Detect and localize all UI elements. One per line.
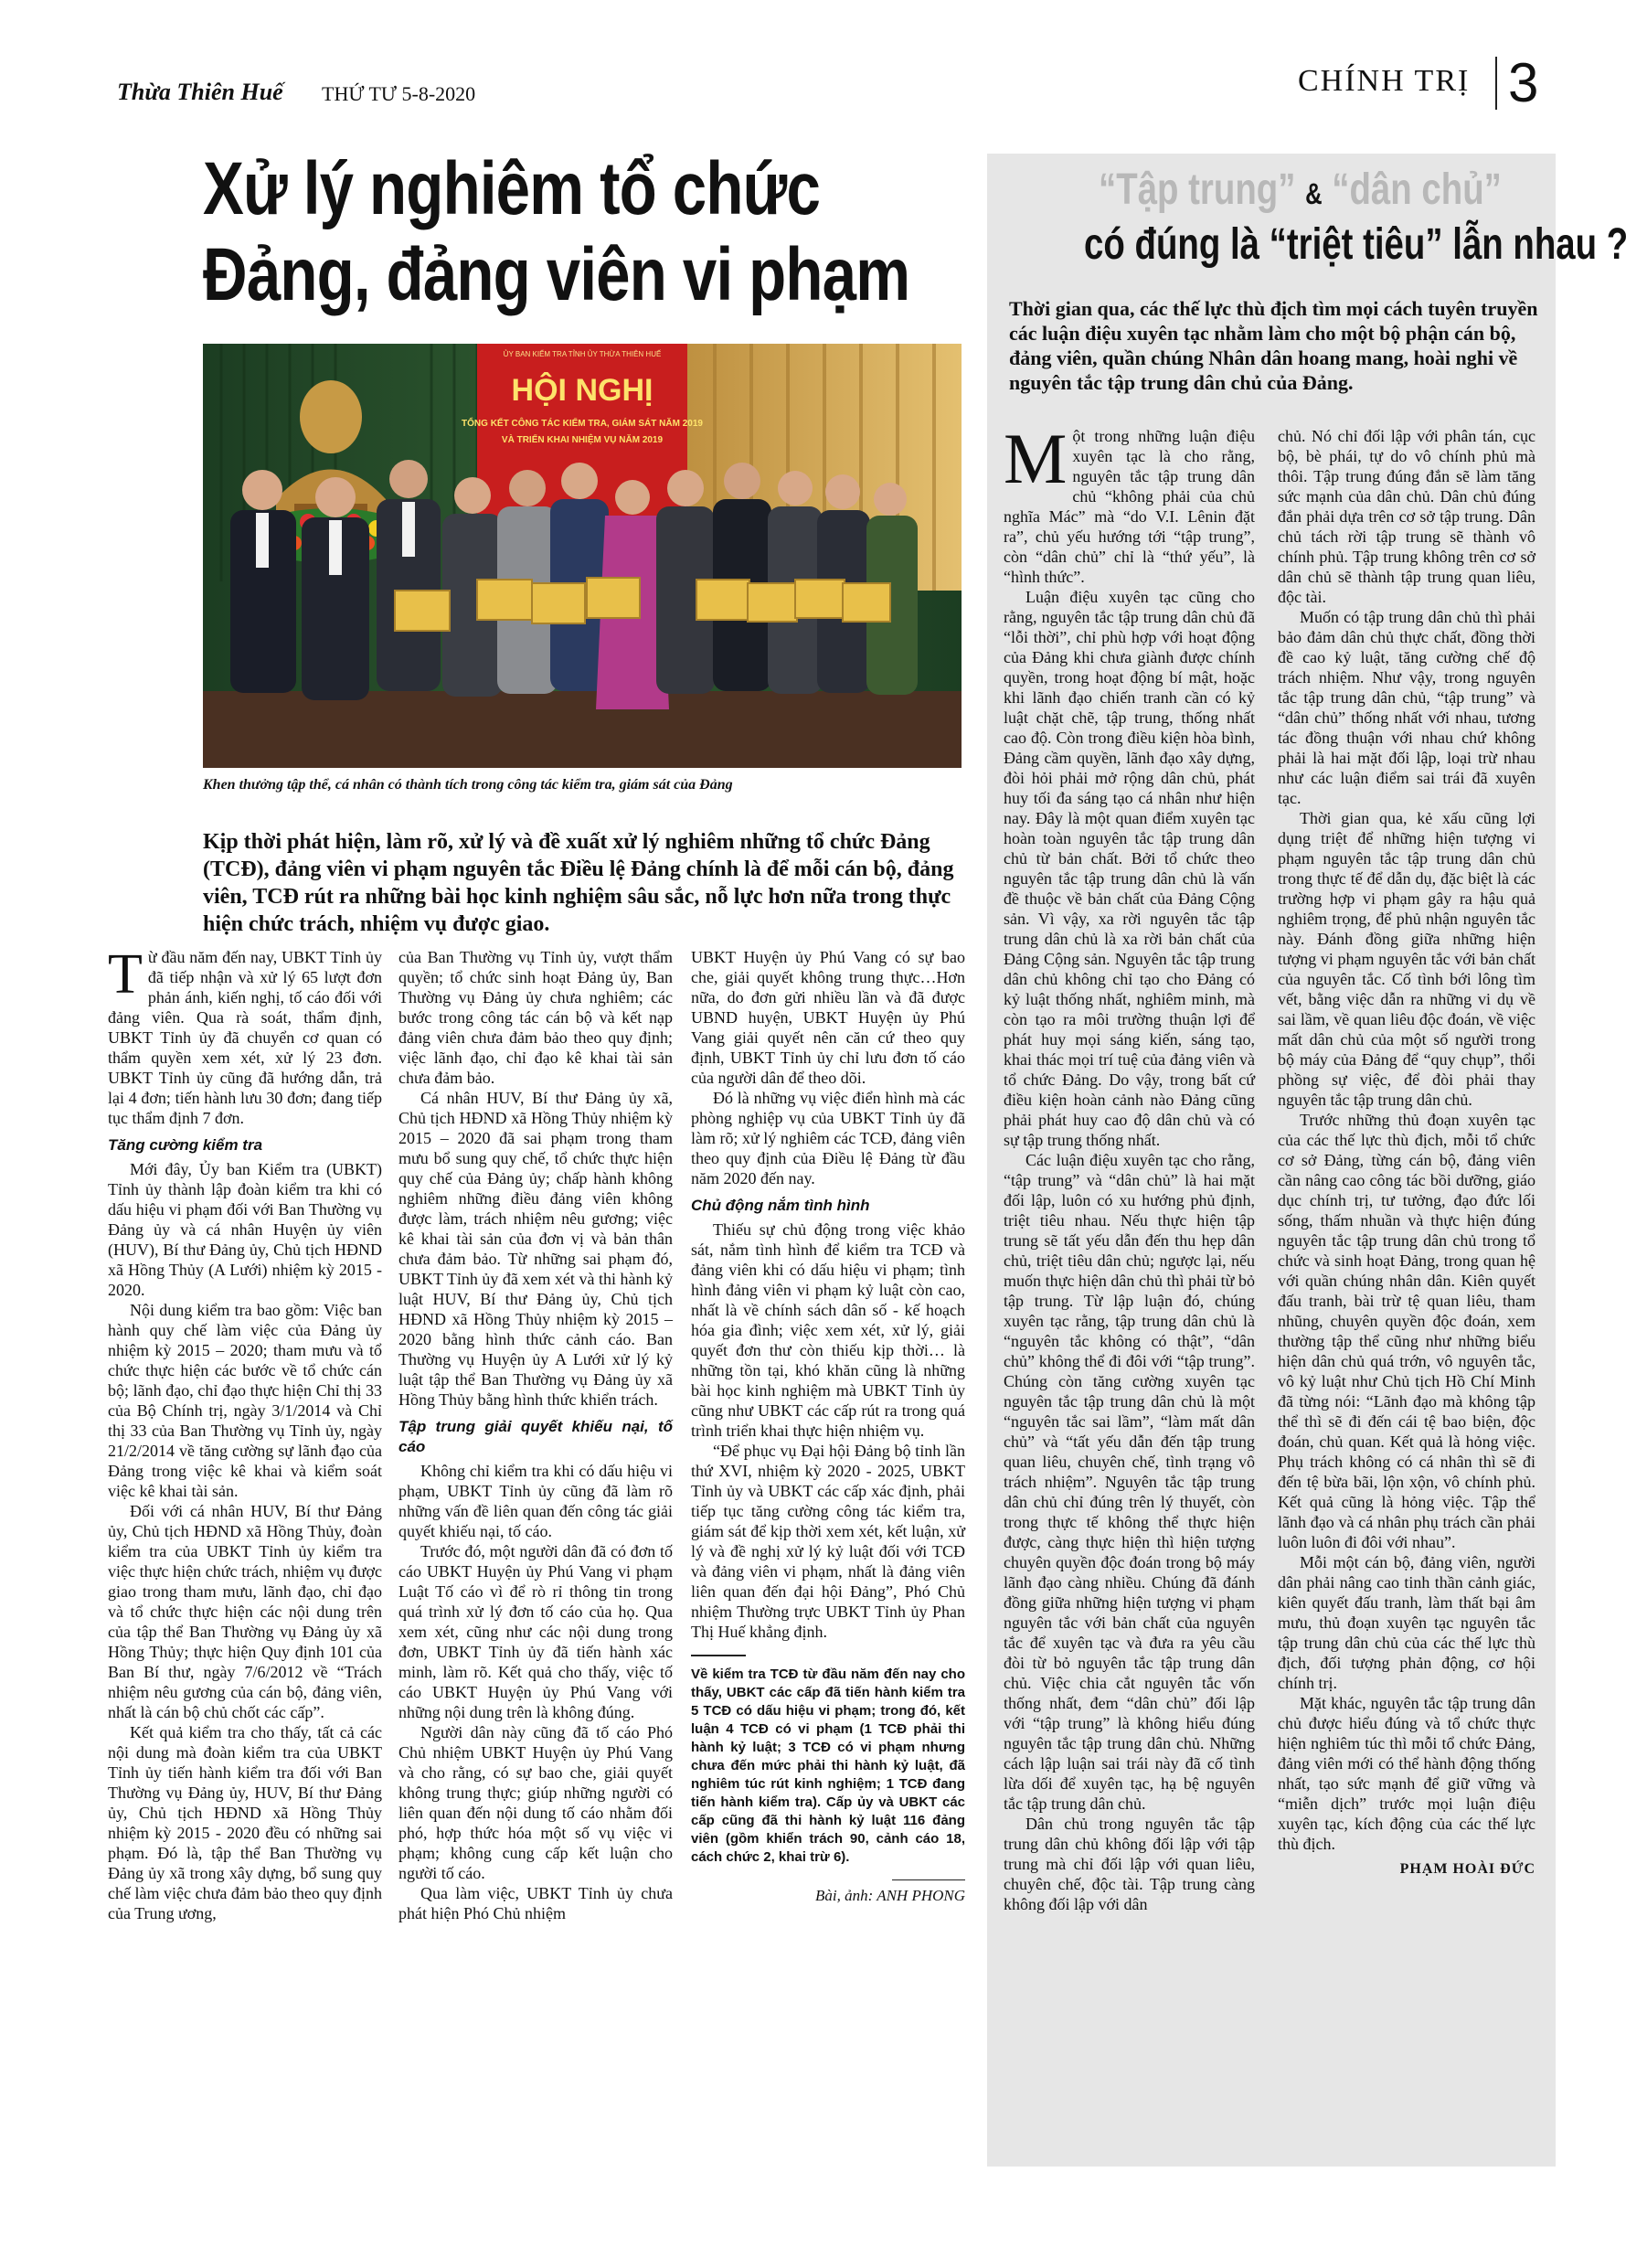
- main-lede: Kịp thời phát hiện, làm rõ, xử lý và đề xuất xử lý nghiêm những tổ chức Đảng (TCĐ), đảng viên vi phạm nguyên tắc Điều lệ Đảng chính là để mỗi cán bộ, đảng viên, TCĐ rút ra những bài học kinh nghiệm sâu sắc, nỗ lực hơn nữa trong thực hiện chức trách, nhiệm vụ được giao.: [203, 830, 954, 936]
- paragraph: ừ đầu năm đến nay, UBKT Tỉnh ủy đã tiếp nhận và xử lý 65 lượt đơn phản ánh, kiến nghị, tố cáo đối với đảng viên. Qua rà soát, thẩm định, UBKT Tỉnh ủy đã chuyển cơ quan có thẩm quyền xem xét, xử lý 23 đơn. UBKT Tỉnh ủy cũng đã hướng dẫn, trả lại 4 đơn; tiến hành lưu 30 đơn; đang tiếp tục thẩm định 7 đơn.: [108, 948, 382, 1127]
- paragraph: Không chỉ kiểm tra khi có dấu hiệu vi phạm, UBKT Tỉnh ủy cũng đã làm rõ những vấn đề liên quan đến công tác giải quyết khiếu nại, tố cáo.: [398, 1462, 673, 1540]
- main-column-1: [108, 943, 382, 1923]
- headline-line-2: Đảng, đảng viên vi phạm: [203, 233, 910, 316]
- section-name: CHÍNH TRỊ: [1298, 64, 1471, 98]
- paragraph: Trước đó, một người dân đã có đơn tố cáo UBKT Huyện ủy Phú Vang vi phạm Luật Tố cáo vì để rò rỉ thông tin trong quá trình xử lý đơn tố cáo của họ. Qua xem xét, cũng như các nội dung trong đơn, UBKT Tỉnh ủy đã tiến hành xác minh, làm rõ. Kết quả cho thấy, việc tố cáo UBKT Huyện ủy Phú Vang với những nội dung trên là không đúng.: [398, 1542, 673, 1721]
- main-column-3: [691, 947, 965, 1906]
- page-number: 3: [1508, 52, 1539, 113]
- banner-organization: ỦY BAN KIỂM TRA TỈNH ỦY THỪA THIÊN HUẾ: [503, 350, 662, 358]
- paragraph: Kết quả kiểm tra cho thấy, tất cả các nội dung mà đoàn kiểm tra của UBKT Tỉnh ủy tiến hành kiểm tra đối với Ban Thường vụ Đảng ủy, HUV, Bí thư Đảng ủy, Chủ tịch HĐND xã Hồng Thủy nhiệm kỳ 2015 - 2020 đều có những sai phạm. Đó là, tập thể Ban Thường vụ Đảng ủy xã trong xây dựng, bổ sung quy chế làm việc chưa đảm bảo theo quy định của Trung ương,: [108, 1723, 382, 1922]
- paragraph: Thời gian qua, kẻ xấu cũng lợi dụng triệt để những hiện tượng vi phạm nguyên tắc tập trung dân chủ trong thực tế để dẫn dụ, đặc biệt là các trường hợp vi phạm gây ra hậu quả nghiêm trọng, để phủ nhận nguyên tắc này. Đánh đồng giữa những hiện tượng vi phạm nguyên tắc với bản chất của nguyên tắc. Cố tình bới lông tìm vết, bằng việc dẫn ra những vi dụ về sai lầm, về quan liêu độc đoán, về việc mất dân chủ của một số người trong bộ máy của Đảng để “quy chụp”, thổi phồng sự việc, để đòi phải thay nguyên tắc tập trung dân chủ.: [1278, 809, 1535, 1109]
- sidebar-lede: Thời gian qua, các thế lực thù địch tìm mọi cách tuyên truyền các luận điệu xuyên tạc nhằm làm cho một bộ phận cán bộ, đảng viên, quần chúng Nhân dân hoang mang, hoài nghi về nguyên tắc tập trung dân chủ của Đảng.: [1009, 297, 1538, 394]
- paragraph: ột trong những luận điệu xuyên tạc là cho rằng, nguyên tắc tập trung dân chủ “không phải của chủ nghĩa Mác” mà “do V.I. Lênin đặt ra”, chủ yếu hướng tới “tập trung”, còn “dân chủ” chỉ là “thứ yếu”, là “hình thức”.: [1004, 427, 1255, 586]
- sidebar-title-line-1: [1099, 165, 1502, 215]
- subheading: Tăng cường kiểm tra: [108, 1136, 263, 1154]
- banner-title: HỘI NGHỊ: [511, 373, 653, 408]
- paragraph: Muốn có tập trung dân chủ thì phải bảo đảm dân chủ thực chất, đồng thời đề cao kỷ luật, tăng cường chế độ trách nhiệm. Như vậy, trong nguyên tắc tập trung dân chủ, “tập trung” và “dân chủ” thống nhất với nhau, tương tác đồng thuận với nhau chứ không phải là hai mặt đối lập, loại trừ nhau như các luận điểm sai trái đã xuyên tạc.: [1278, 608, 1535, 807]
- banner-subtitle-1: TỔNG KẾT CÔNG TÁC KIỂM TRA, GIÁM SÁT NĂM 2019: [462, 419, 703, 429]
- newspaper-name: Thừa Thiên Huế: [117, 79, 283, 105]
- banner-subtitle-2: VÀ TRIỂN KHAI NHIỆM VỤ NĂM 2019: [501, 435, 664, 445]
- paragraph: chủ. Nó chỉ đối lập với phân tán, cục bộ, bè phái, tự do vô chính phủ mà thôi. Tập trung đúng đắn sẽ làm tăng sức mạnh của dân chủ. Dân chủ đúng đắn phải dựa trên cơ sở tập trung. Dân chủ tách rời tập trung sẽ thành vô chính phủ. Tập trung không trên cơ sở dân chủ sẽ thành tập trung quan liêu, độc tài.: [1278, 427, 1535, 606]
- sidebar-title-line-2: có đúng là “triệt tiêu” lẫn nhau ?: [1084, 220, 1629, 269]
- paragraph: Đó là những vụ việc điển hình mà các phòng nghiệp vụ của UBKT Tỉnh ủy đã làm rõ; xử lý nghiêm các TCĐ, đảng viên theo quy định của Điều lệ Đảng từ đầu năm 2020 đến nay.: [691, 1089, 965, 1187]
- issue-date: THỨ TƯ 5-8-2020: [322, 82, 476, 105]
- statistics-box: Về kiểm tra TCĐ từ đầu năm đến nay cho thấy, UBKT các cấp đã tiến hành kiểm tra 5 TCĐ có dấu hiệu vi phạm; trong đó, kết luận 4 TCĐ có vi phạm (1 TCĐ phải thi hành kỷ luật; 3 TCĐ có vi phạm nhưng chưa đến mức phải thi hành kỷ luật, đã nghiêm túc rút kinh nghiệm; 1 TCĐ đang tiến hành kiểm tra). Cấp ủy và UBKT các cấp cũng đã thi hành kỷ luật 116 đảng viên (gồm khiển trách 90, cảnh cáo 18, cách chức 2, khai trừ 6).: [691, 1666, 965, 1865]
- paragraph: Người dân này cũng đã tố cáo Phó Chủ nhiệm UBKT Huyện ủy Phú Vang và cho rằng, có sự bao che, giải quyết không trung thực; giúp những người có liên quan đến nội dung tố cáo nhằm đối phó, hợp thức hóa một số vụ việc vi phạm; không cung cấp kết luận cho người tố cáo.: [398, 1723, 673, 1882]
- paragraph: Mới đây, Ủy ban Kiểm tra (UBKT) Tỉnh ủy thành lập đoàn kiểm tra khi có dấu hiệu vi phạm đối với Ban Thường vụ Đảng ủy và cá nhân Huyện ủy viên (HUV), Bí thư Đảng ủy, Chủ tịch HĐND xã Hồng Thủy (A Lưới) nhiệm kỳ 2015 - 2020.: [108, 1160, 382, 1299]
- paragraph: Mỗi một cán bộ, đảng viên, người dân phải nâng cao tinh thần cảnh giác, kiên quyết đấu tranh, làm thất bại âm mưu, thủ đoạn xuyên tạc nguyên tắc tập trung dân chủ của các thế lực thù địch, đối tượng phản động, cơ hội chính trị.: [1278, 1553, 1535, 1692]
- paragraph: Mặt khác, nguyên tắc tập trung dân chủ được hiểu đúng và tổ chức thực hiện nghiêm túc thì mỗi tổ chức Đảng, đảng viên mới có thể hành động thống nhất, tạo sức mạnh để giữ vững và “miễn dịch” trước mọi luận điệu xuyên tạc, kích động của các thế lực thù địch.: [1278, 1694, 1535, 1853]
- dropcap: M: [1004, 419, 1068, 498]
- title-ampersand: &: [1305, 177, 1323, 210]
- paragraph: UBKT Huyện ủy Phú Vang có sự bao che, giải quyết không trung thực…Hơn nữa, do đơn gửi nhiều lần và đã được UBND huyện, UBKT Huyện ủy Phú Vang giải quyết nên căn cứ theo quy định, UBKT Tỉnh ủy chỉ lưu đơn tố cáo của người dân để theo dõi.: [691, 948, 965, 1087]
- title-quote-2: “dân chủ”: [1332, 165, 1502, 214]
- box-divider: [691, 1655, 746, 1656]
- title-quote-1: “Tập trung”: [1099, 165, 1296, 214]
- photo-caption: Khen thưởng tập thể, cá nhân có thành tích trong công tác kiểm tra, giám sát của Đảng: [203, 777, 733, 793]
- paragraph: Luận điệu xuyên tạc cũng cho rằng, nguyên tắc tập trung dân chủ đã “lỗi thời”, chỉ phù hợp với hoạt động của Đảng khi chưa giành được chính quyền, trong hoạt động bí mật, hoặc khi lãnh đạo chiến tranh cần có kỷ luật chặt chẽ, tập trung, thống nhất cao độ. Còn trong điều kiện hòa bình, Đảng cầm quyền, lãnh đạo xây dựng, đòi hỏi phải mở rộng dân chủ, phát huy tối đa sáng tạo cá nhân như hiện nay. Đây là một quan điểm xuyên tạc hoàn toàn nguyên tắc tập trung dân chủ từ bản chất. Bởi tổ chức theo nguyên tắc tập trung dân chủ là vấn đề thuộc về bản chất của Đảng Cộng sản. Vì vậy, xa rời nguyên tắc tập trung dân chủ là xa rời bản chất của Đảng Cộng sản. Nguyên tắc tập trung dân chủ không chỉ tạo cho Đảng có kỷ luật thống nhất, nghiêm minh, mà còn tạo ra môi trường thuận lợi để phát huy mọi sáng kiến, sáng tạo, khai thác mọi trí tuệ của đảng viên và tổ chức Đảng. Do vậy, trong bất cứ điều kiện hoàn cảnh nào Đảng cũng phải phát huy cao độ dân chủ và có sự tập trung thống nhất.: [1004, 588, 1255, 1149]
- paragraph: Thiếu sự chủ động trong việc khảo sát, nắm tình hình để kiểm tra TCĐ và đảng viên khi có dấu hiệu vi phạm; tình hình đảng viên vi phạm kỷ luật còn cao, nhất là về chính sách dân số - kế hoạch hóa gia đình; việc xem xét, xử lý, giải quyết đơn thư còn thiếu kịp thời… là những tồn tại, khó khăn cũng là những bài học kinh nghiệm mà UBKT Tỉnh ủy cũng như UBKT các cấp rút ra trong quá trình triển khai thực hiện nhiệm vụ.: [691, 1220, 965, 1440]
- paragraph: Đối với cá nhân HUV, Bí thư Đảng ủy, Chủ tịch HĐND xã Hồng Thủy, đoàn kiểm tra của UBKT Tỉnh ủy kiểm tra việc thực hiện chức trách, nhiệm vụ được giao trong tham mưu, lãnh đạo, chỉ đạo và tổ chức thực hiện các nội dung trên của tập thể Ban Thường vụ Đảng ủy xã Hồng Thủy; thực hiện Quy định 101 của Ban Bí thư, ngày 7/6/2012 về “Trách nhiệm nêu gương của cán bộ, đảng viên, nhất là cán bộ chủ chốt các cấp”.: [108, 1502, 382, 1721]
- paragraph: Qua làm việc, UBKT Tỉnh ủy chưa phát hiện Phó Chủ nhiệm: [398, 1884, 673, 1922]
- header-divider: [1495, 57, 1497, 110]
- byline: Bài, ảnh: ANH PHONG: [814, 1887, 965, 1904]
- paragraph: “Để phục vụ Đại hội Đảng bộ tỉnh lần thứ XVI, nhiệm kỳ 2020 - 2025, UBKT Tỉnh ủy và UBKT các cấp xác định, phải tiếp tục tăng cường công tác kiểm tra, giám sát để kịp thời xem xét, kết luận, xử lý và đề nghị xử lý kỷ luật đối với TCĐ và đảng viên vi phạm, nhất là đảng viên liên quan đến đại hội Đảng”, Phó Chủ nhiệm Thường trực UBKT Tỉnh ủy Phan Thị Huế khẳng định.: [691, 1442, 965, 1641]
- article-photo: [203, 344, 962, 768]
- paragraph: Cá nhân HUV, Bí thư Đảng ủy xã, Chủ tịch HĐND xã Hồng Thủy nhiệm kỳ 2015 – 2020 đã sai phạm trong tham mưu bổ sung quy chế, tổ chức thực hiện quy chế của Đảng ủy; chấp hành không nghiêm những điều đảng viên không được làm, trách nhiệm nêu gương; việc kê khai tài sản của đơn vị và bản thân chưa đảm bảo. Từ những sai phạm đó, UBKT Tỉnh ủy đã xem xét và thi hành kỷ luật HUV, Bí thư Đảng ủy, Chủ tịch HĐND xã Hồng Thủy nhiệm kỳ 2015 – 2020 bằng hình thức cảnh cáo. Ban Thường vụ Huyện ủy A Lưới xử lý kỷ luật tập thể Ban Thường vụ Đảng ủy xã Hồng Thủy bằng hình thức khiển trách.: [398, 1089, 673, 1409]
- headline-line-1: Xử lý nghiêm tổ chức: [203, 147, 821, 230]
- subheading: Chủ động nắm tình hình: [691, 1197, 870, 1214]
- sidebar-column-1: [1004, 419, 1255, 1914]
- main-column-2: [398, 947, 673, 1923]
- paragraph: của Ban Thường vụ Tỉnh ủy, vượt thẩm quyền; tổ chức sinh hoạt Đảng ủy, Ban Thường vụ Đảng ủy chưa nghiêm; các bước trong công tác cán bộ và kết nạp đảng viên chưa đảm bảo theo quy định; việc lãnh đạo, chỉ đạo kê khai tài sản chưa đảm bảo.: [398, 948, 673, 1087]
- dropcap: T: [108, 943, 143, 1006]
- paragraph: Dân chủ trong nguyên tắc tập trung dân chủ không đối lập với tập trung mà chỉ đối lập với quan liêu, chuyên chế, độc tài. Tập trung càng không đối lập với dân: [1004, 1815, 1255, 1913]
- credit-divider: [892, 1879, 965, 1880]
- paragraph: Trước những thủ đoạn xuyên tạc của các thế lực thù địch, mỗi tổ chức cơ sở Đảng, từng cán bộ, đảng viên cần nâng cao công tác bồi dưỡng, giáo dục chính trị, tư tưởng, đạo đức lối sống, thấm nhuần và thực hiện đúng nguyên tắc tập trung dân chủ trong tổ chức và sinh hoạt Đảng, trong quan hệ với quần chúng nhân dân. Kiên quyết đấu tranh, bài trừ tệ quan liêu, tham nhũng, chuyên quyền độc đoán, xem thường tập thể cũng như những biểu hiện dân chủ quá trớn, vô nguyên tắc, vô kỷ luật như Chủ tịch Hồ Chí Minh đã từng nói: “Lãnh đạo mà không tập thể thì sẽ đi đến cái tệ bao biện, độc đoán, chủ quan. Kết quả là hỏng việc. Phụ trách không có cá nhân thì sẽ đi đến tệ bừa bãi, lộn xộn, vô chính phủ. Kết quả cũng là hỏng việc. Tập thể lãnh đạo và cá nhân phụ trách cần phải luôn luôn đi đôi với nhau”.: [1278, 1111, 1535, 1551]
- subheading: Tập trung giải quyết khiếu nại, tố cáo: [398, 1418, 673, 1455]
- main-headline: [203, 146, 910, 318]
- paragraph: Các luận điệu xuyên tạc cho rằng, “tập trung” và “dân chủ” là hai mặt đối lập, luôn có xu hướng phủ định, triệt tiêu nhau. Nếu thực hiện tập trung sẽ tất yếu dẫn đến thu hẹp dân chủ, triệt tiêu dân chủ; ngược lại, nếu muốn thực hiện dân chủ thì phải từ bỏ tập trung. Từ lập luận đó, chúng xuyên tạc rằng, tập trung dân chủ là “nguyên tắc không có thật”, “dân chủ” không thể đi đôi với “tập trung”. Chúng còn tăng cường xuyên tạc nguyên tắc tập trung dân chủ là một “nguyên tắc sai lầm”, “làm mất dân chủ” và “tất yếu dẫn đến tập trung quan liêu, chuyên chế, tình trạng vô trách nhiệm”. Nguyên tắc tập trung dân chủ chỉ đúng trên lý thuyết, còn trong thực tế không thể thực hiện được, càng thực hiện thì hiện tượng chuyên quyền độc đoán trong bộ máy lãnh đạo càng nhiều. Chúng đã đánh đồng giữa những hiện tượng vi phạm nguyên tắc với bản chất của nguyên tắc để xuyên tạc và đưa ra yêu cầu đòi từ bỏ nguyên tắc tập trung dân chủ. Việc chia cắt nguyên tắc vốn thống nhất, đem “dân chủ” đối lập với “tập trung” là không hiểu đúng nguyên tắc tập trung dân chủ. Những cách lập luận sai trái này đã cố tình lừa dối để xuyên tạc, hạ bệ nguyên tắc tập trung dân chủ.: [1004, 1151, 1255, 1813]
- ceremony-photo: [203, 344, 962, 768]
- sidebar-column-2: [1278, 426, 1535, 1879]
- author-signature: PHẠM HOÀI ĐỨC: [1399, 1861, 1535, 1877]
- paragraph: Nội dung kiểm tra bao gồm: Việc ban hành quy chế làm việc của Đảng ủy nhiệm kỳ 2015 – 2020; tham mưu và tổ chức thực hiện các bước về tổ chức cán bộ; lãnh đạo, chỉ đạo thực hiện Chỉ thị 33 của Bộ Chính trị, ngày 3/1/2014 và Chỉ thị 33 của Ban Thường vụ Tỉnh ủy, ngày 21/2/2014 về tăng cường sự lãnh đạo của Đảng trong việc kê khai và kiểm soát việc kê khai tài sản.: [108, 1301, 382, 1500]
